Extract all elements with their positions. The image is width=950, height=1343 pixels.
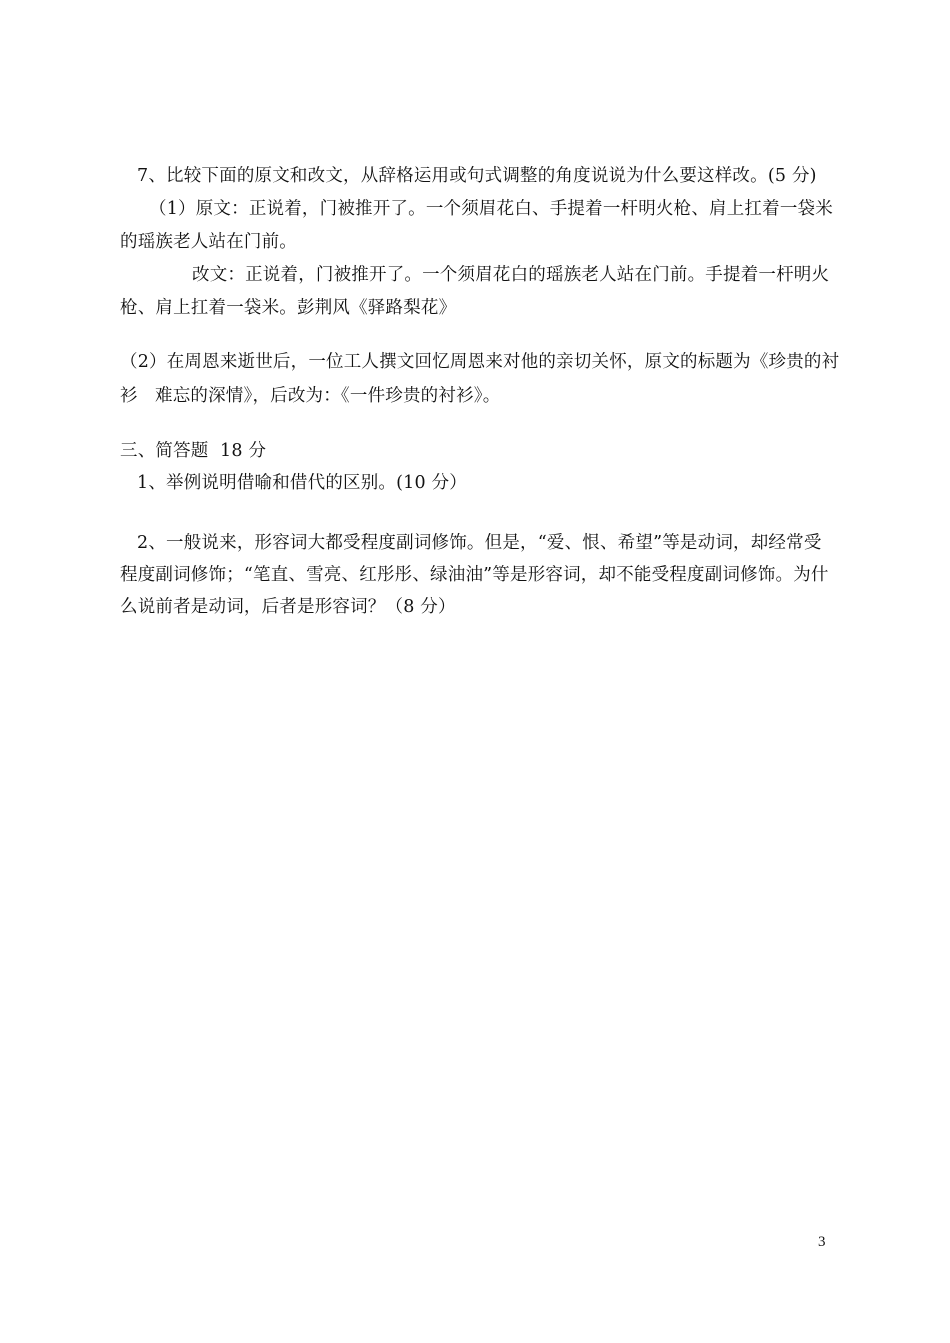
question-7-part1-original-line2: 的瑶族老人站在门前。 [120, 232, 297, 252]
section-3-question-2-line3: 么说前者是动词，后者是形容词？（8 分） [120, 597, 456, 617]
section-3-heading: 三、简答题 18 分 [120, 441, 267, 461]
section-3-question-2-line2: 程度副词修饰；“笔直、雪亮、红彤彤、绿油油”等是形容词，却不能受程度副词修饰。为什 [120, 565, 829, 585]
question-7-part1-revised-line1: 改文：正说着，门被推开了。一个须眉花白的瑶族老人站在门前。手提着一杆明火 [192, 265, 830, 285]
question-7-part2-line2: 衫 难忘的深情》，后改为：《一件珍贵的衬衫》。 [120, 386, 501, 406]
question-7-title: 7、比较下面的原文和改文，从辞格运用或句式调整的角度说说为什么要这样改。(5 分) [137, 166, 817, 186]
question-7-part2-line1: （2）在周恩来逝世后，一位工人撰文回忆周恩来对他的亲切关怀，原文的标题为《珍贵的衬 [120, 352, 840, 372]
section-3-question-2-line1: 2、一般说来，形容词大都受程度副词修饰。但是，“爱、恨、希望”等是动词，却经常受 [137, 533, 822, 553]
section-3-question-1: 1、举例说明借喻和借代的区别。(10 分） [137, 473, 467, 493]
question-7-part1-revised-line2: 枪、肩上扛着一袋米。彭荆风《驿路梨花》 [120, 298, 457, 318]
question-7-part1-original-line1: （1）原文：正说着，门被推开了。一个须眉花白、手提着一杆明火枪、肩上扛着一袋米 [149, 199, 833, 219]
page-number: 3 [818, 1234, 826, 1250]
